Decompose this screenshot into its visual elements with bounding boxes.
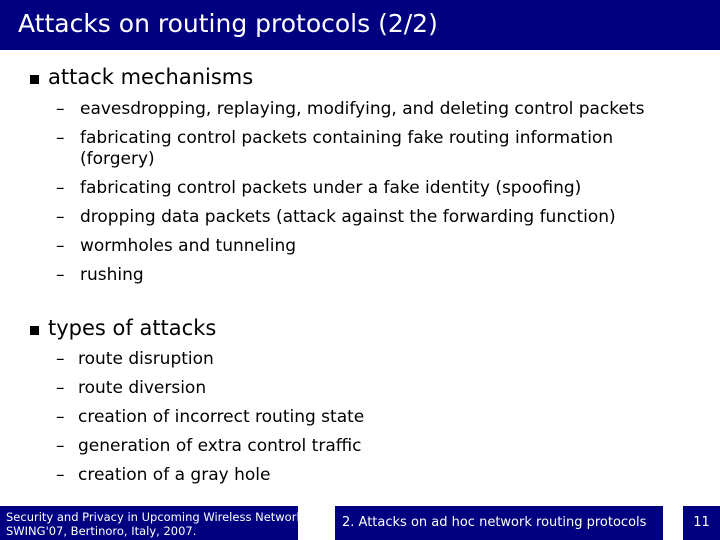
slide-title: Attacks on routing protocols (2/2) [18,9,438,38]
dash-bullet-icon: – [56,236,65,256]
dash-bullet-icon: – [56,378,65,398]
square-bullet-icon [30,326,39,335]
list-item-text: route disruption [78,349,214,369]
list-item-text: eavesdropping, replaying, modifying, and deleting control packets [80,99,645,119]
section-types-of-attacks [0,313,720,490]
footer-chapter [335,506,663,540]
list-item [0,345,720,374]
list-item-text: fabricating control packets under a fake identity (spoofing) [80,178,582,198]
list-item [0,203,720,232]
list-item [0,261,720,290]
dash-bullet-icon: – [56,207,65,227]
list-item-text: generation of extra control traffic [78,436,362,456]
list-item-text: fabricating control packets containing fake routing information [80,128,614,148]
list-item-text: (forgery) [80,149,155,169]
list-item [0,432,720,461]
list-item-text: creation of incorrect routing state [78,407,365,427]
footer-chapter-title: 2. Attacks on ad hoc network routing protocols [342,515,647,530]
dash-bullet-icon: – [56,265,65,285]
section-heading: types of attacks [48,316,217,340]
page-number: 11 [683,506,720,540]
list-item [0,174,720,203]
footer-venue: SWING'07, Bertinoro, Italy, 2007. [6,524,197,538]
section-heading-row [0,62,720,92]
section-attack-mechanisms [0,62,720,290]
list-item [0,232,720,261]
list-item [0,461,720,490]
list-item-text: creation of a gray hole [78,465,271,485]
list-item [0,95,720,124]
square-bullet-icon [30,75,39,84]
section-heading: attack mechanisms [48,65,254,89]
list-item [0,403,720,432]
dash-bullet-icon: – [56,407,65,427]
list-item [0,374,720,403]
dash-bullet-icon: – [56,178,65,198]
list-item-continuation [0,145,720,174]
dash-bullet-icon: – [56,128,65,148]
list-item-text: rushing [80,265,144,285]
dash-bullet-icon: – [56,436,65,456]
list-item [0,124,720,148]
dash-bullet-icon: – [56,99,65,119]
footer-course-title: Security and Privacy in Upcoming Wireless Networks [6,510,310,524]
slide-footer [0,506,720,540]
dash-bullet-icon: – [56,465,65,485]
title-bar [0,0,720,50]
section-heading-row [0,313,720,343]
footer-event-info [0,506,310,540]
list-item-text: wormholes and tunneling [80,236,297,256]
list-item-text: dropping data packets (attack against the forwarding function) [80,207,616,227]
dash-bullet-icon: – [56,349,65,369]
list-item-text: route diversion [78,378,207,398]
